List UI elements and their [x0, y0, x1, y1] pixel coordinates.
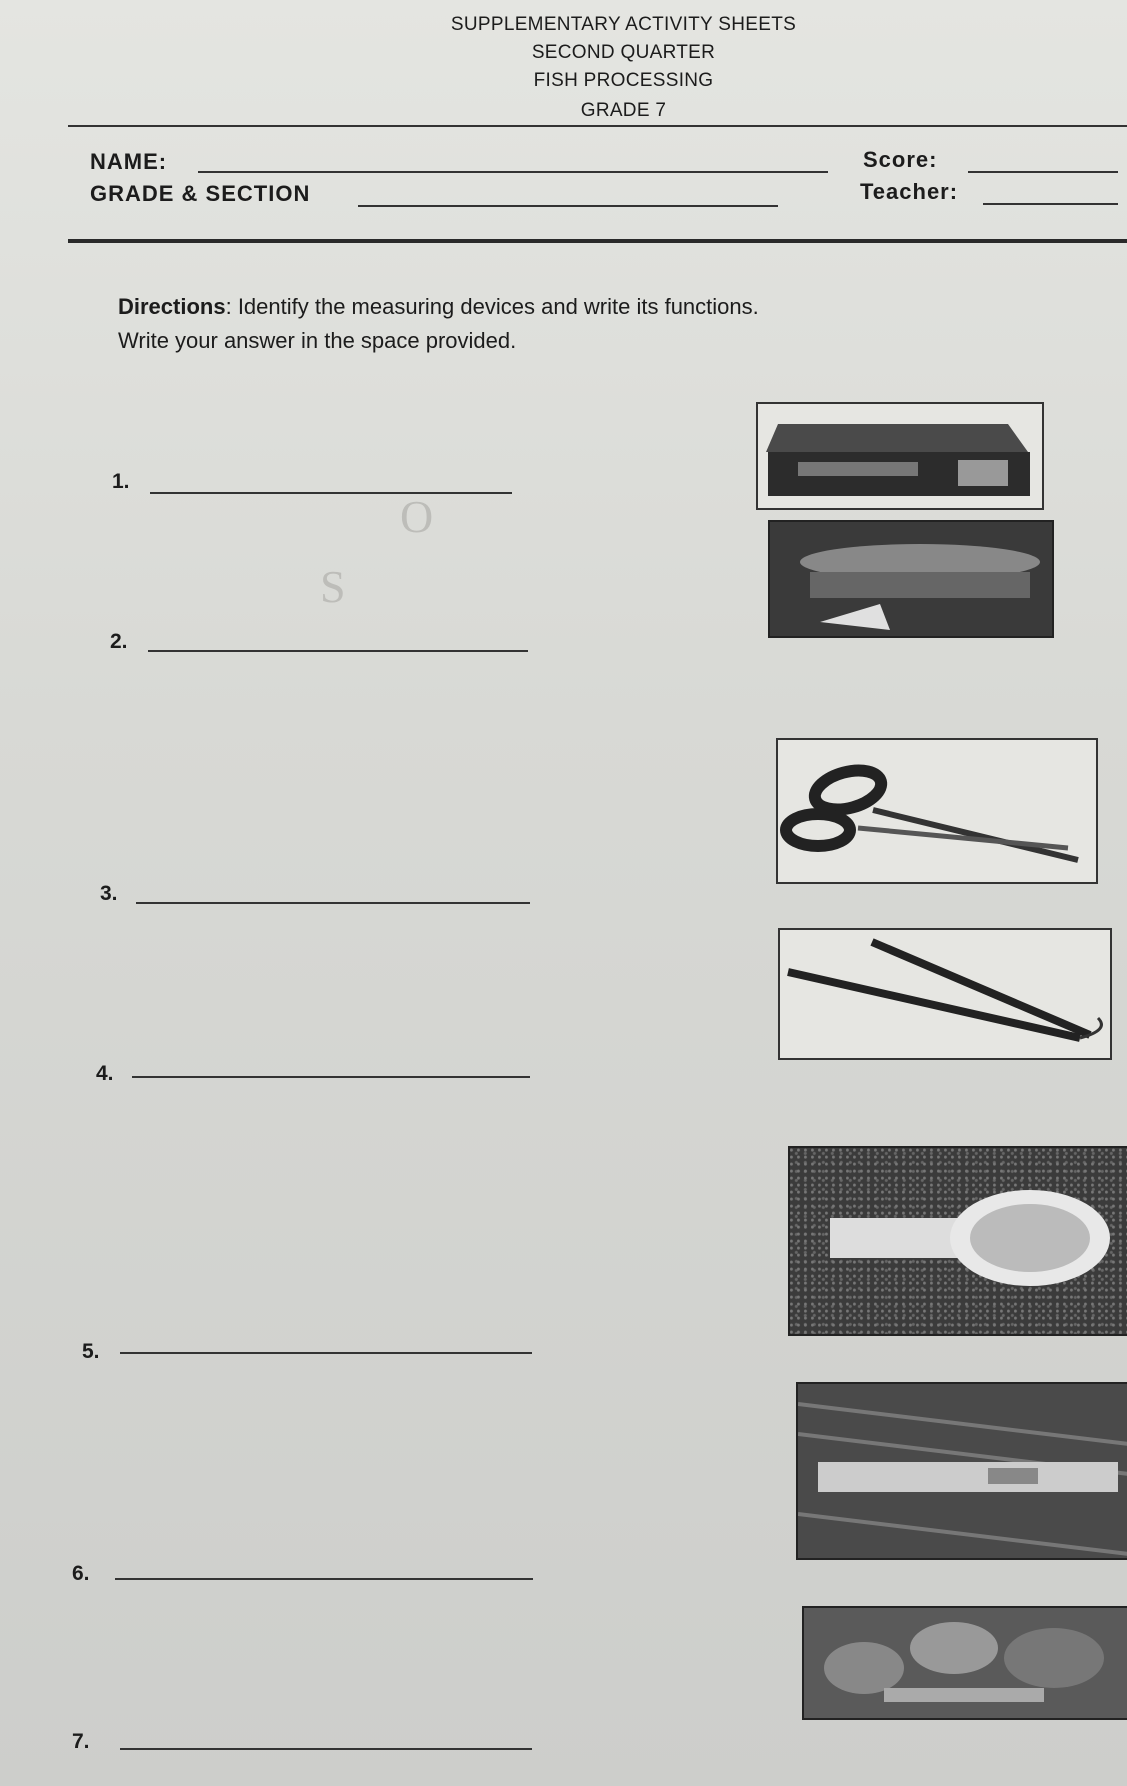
score-label: Score: [863, 147, 938, 172]
grade-section-field[interactable] [358, 205, 778, 207]
answer-line-3[interactable] [136, 902, 530, 904]
name-label: NAME: [90, 149, 168, 174]
item-number-5: 5. [82, 1340, 100, 1363]
directions-text: : Identify the measuring devices and write its functions. [225, 294, 759, 319]
item-number-6: 6. [72, 1562, 90, 1585]
measuring-spoons-icon [788, 1146, 1127, 1336]
header-title: SUPPLEMENTARY ACTIVITY SHEETS [450, 14, 797, 35]
tongs-icon [778, 928, 1112, 1060]
header-quarter: SECOND QUARTER [531, 42, 716, 63]
directions [118, 290, 1018, 358]
answer-line-4[interactable] [132, 1076, 530, 1078]
answer-line-1[interactable] [150, 492, 512, 494]
directions-label: Directions [118, 294, 226, 319]
item-number-1: 1. [112, 470, 130, 493]
scissors-icon [776, 738, 1098, 884]
teacher-field[interactable] [983, 203, 1118, 205]
answer-line-2[interactable] [148, 650, 528, 652]
weighing-scale-icon [756, 402, 1044, 510]
teacher-label: Teacher: [860, 179, 959, 204]
bleed-through-mark: O [400, 491, 434, 542]
item-number-4: 4. [96, 1062, 114, 1085]
answer-line-6[interactable] [115, 1578, 533, 1580]
name-field[interactable] [198, 171, 828, 173]
measuring-cups-icon [802, 1606, 1127, 1720]
item-number-3: 3. [100, 882, 118, 905]
student-info-box [68, 125, 1127, 243]
grade-section-label: GRADE & SECTION [90, 181, 311, 206]
item-number-2: 2. [110, 630, 128, 653]
header-grade: GRADE 7 [580, 100, 667, 121]
thermometer-icon [796, 1382, 1127, 1560]
item-number-7: 7. [72, 1730, 90, 1753]
answer-line-7[interactable] [120, 1748, 532, 1750]
directions-text-2: Write your answer in the space provided. [118, 328, 517, 353]
score-field[interactable] [968, 171, 1118, 173]
answer-line-5[interactable] [120, 1352, 532, 1354]
header-subject: FISH PROCESSING [533, 70, 714, 91]
platform-scale-icon [768, 520, 1054, 638]
bleed-through-mark: S [320, 561, 346, 612]
